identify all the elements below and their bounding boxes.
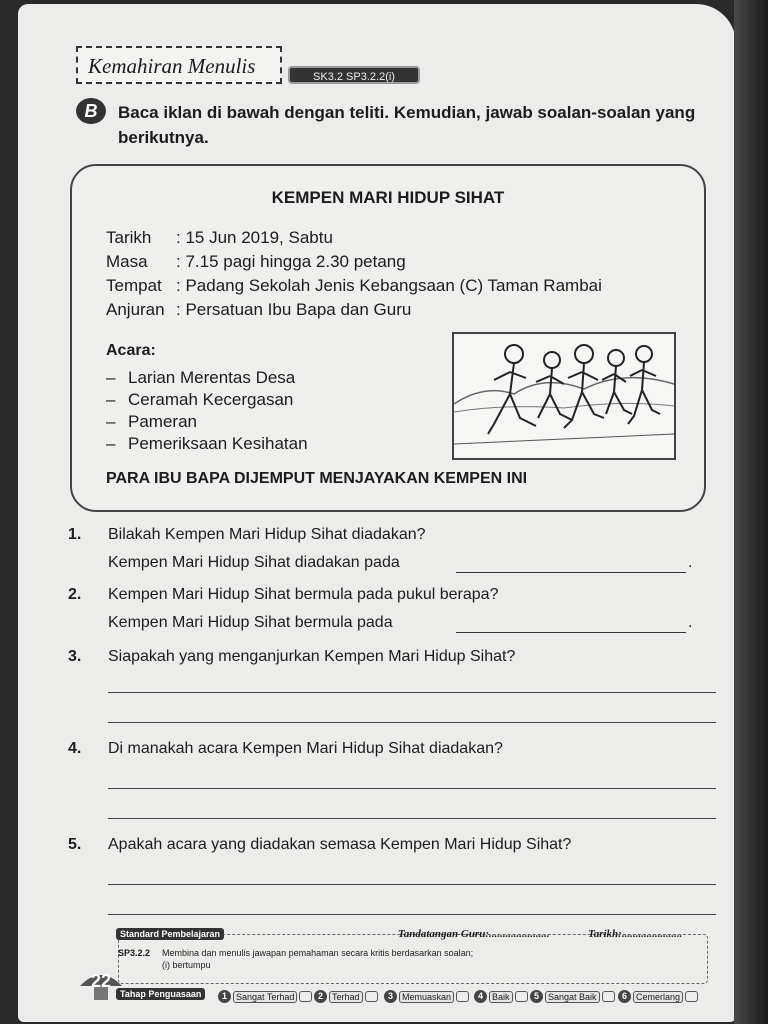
date-field[interactable]: Tarikh:...................... <box>588 928 683 940</box>
advert-key: Tempat <box>106 276 162 295</box>
level-checkbox[interactable] <box>365 991 378 1002</box>
question-4: 4. Di manakah acara Kempen Mari Hidup Sihat diadakan? <box>68 740 503 757</box>
question-2: 2. Kempen Mari Hidup Sihat bermula pada pukul berapa? <box>68 586 499 603</box>
question-3: 3. Siapakah yang menganjurkan Kempen Mari Hidup Sihat? <box>68 648 516 665</box>
advert-key: Masa <box>106 252 148 271</box>
worksheet-page <box>18 4 736 1022</box>
answer-prompt-1: Kempen Mari Hidup Sihat diadakan pada <box>108 554 400 571</box>
standard-text: Membina dan menulis jawapan pemahaman secara kritis berdasarkan soalan; <box>162 948 474 958</box>
advert-value: : Padang Sekolah Jenis Kebangsaan (C) Taman Rambai <box>176 276 602 295</box>
answer-line[interactable] <box>108 722 716 723</box>
answer-prompt-2: Kempen Mari Hidup Sihat bermula pada <box>108 614 393 631</box>
advert-value: : Persatuan Ibu Bapa dan Guru <box>176 300 412 319</box>
level-checkbox[interactable] <box>515 991 528 1002</box>
skill-code-badge: SK3.2 SP3.2.2(i) <box>288 66 420 84</box>
answer-end-1: . <box>688 554 693 571</box>
question-5: 5. Apakah acara yang diadakan semasa Kempen Mari Hidup Sihat? <box>68 836 572 853</box>
standard-sub: (i) bertumpu <box>162 960 211 970</box>
level-5[interactable]: 5 Sangat Baik <box>530 990 615 1003</box>
answer-line[interactable] <box>108 818 716 819</box>
advert-box <box>70 164 706 512</box>
acara-item: – Ceramah Kecergasan <box>106 390 294 409</box>
answer-line[interactable] <box>108 788 716 789</box>
advert-key: Tarikh <box>106 228 152 247</box>
advert-footer: PARA IBU BAPA DIJEMPUT MENJAYAKAN KEMPEN INI <box>106 470 528 487</box>
standard-label: Standard Pembelajaran <box>116 928 224 940</box>
level-checkbox[interactable] <box>299 991 312 1002</box>
question-1: 1. Bilakah Kempen Mari Hidup Sihat diadakan? <box>68 526 426 543</box>
level-checkbox[interactable] <box>456 991 469 1002</box>
advert-title: KEMPEN MARI HIDUP SIHAT <box>271 188 505 207</box>
level-checkbox[interactable] <box>685 991 698 1002</box>
advert-value: : 15 Jun 2019, Sabtu <box>176 228 333 247</box>
level-2[interactable]: 2 Terhad <box>314 990 378 1003</box>
page-number-badge: 22 <box>76 964 126 1004</box>
advert-row-organiser <box>106 300 411 320</box>
acara-item: – Pameran <box>106 412 197 431</box>
book-spine-edge <box>734 0 768 1024</box>
level-1[interactable]: 1 Sangat Terhad <box>218 990 312 1003</box>
advert-row-time <box>106 252 406 272</box>
level-4[interactable]: 4 Baik <box>474 990 528 1003</box>
advert-value: : 7.15 pagi hingga 2.30 petang <box>176 252 406 271</box>
advert-row-place <box>106 276 602 296</box>
advert-key: Anjuran <box>106 300 165 319</box>
section-label: Kemahiran Menulis <box>76 46 282 84</box>
answer-line[interactable] <box>108 914 716 915</box>
part-letter-badge: B <box>76 98 106 124</box>
standard-box <box>118 934 708 984</box>
answer-end-2: . <box>688 614 693 631</box>
level-checkbox[interactable] <box>602 991 615 1002</box>
answer-line[interactable] <box>108 692 716 693</box>
teacher-signature-field[interactable]: Tandatangan Guru:...................... <box>398 928 550 940</box>
acara-heading: Acara: <box>106 342 156 359</box>
answer-line[interactable] <box>108 884 716 885</box>
instruction-text: Baca iklan di bawah dengan teliti. Kemudian, jawab soalan-soalan yang berikutnya. <box>118 103 696 147</box>
answer-blank-1[interactable] <box>456 572 686 573</box>
acara-item: – Pemeriksaan Kesihatan <box>106 434 308 453</box>
advert-row-date <box>106 228 333 248</box>
acara-item: – Larian Merentas Desa <box>106 368 296 387</box>
level-label: Tahap Penguasaan <box>116 988 205 1000</box>
level-6[interactable]: 6 Cemerlang <box>618 990 698 1003</box>
answer-blank-2[interactable] <box>456 632 686 633</box>
running-children-illustration <box>452 332 676 460</box>
level-3[interactable]: 3 Memuaskan <box>384 990 469 1003</box>
standard-code: SP3.2.2 <box>118 948 151 958</box>
